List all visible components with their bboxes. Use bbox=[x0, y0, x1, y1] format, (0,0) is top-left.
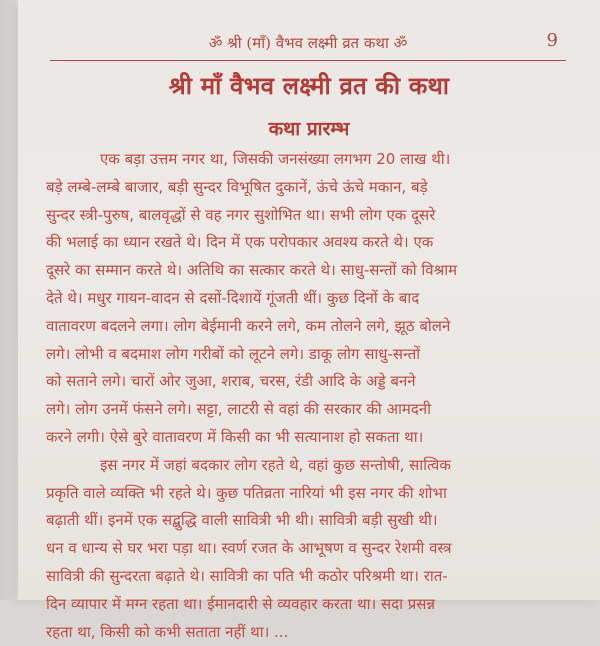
story-text-line: प्रकृति वाले व्यक्ति भी रहते थे। कुछ पतिव्रता नारियां भी इस नगर की शोभा bbox=[46, 483, 447, 502]
story-text-line: वातावरण बदलने लगा। लोग बेईमानी करने लगे, कम तोलने लगे, झूठ बोलने bbox=[46, 316, 451, 335]
story-title: श्री माँ वैभव लक्ष्मी व्रत की कथा bbox=[168, 72, 450, 100]
story-text-line: लगे। लोग उनमें फंसने लगे। सट्टा, लाटरी से वहां की सरकार की आमदनी bbox=[46, 400, 432, 419]
story-text-line: को सताने लगे। चारों ओर जुआ, शराब, चरस, रंडी आदि के अड्डे बनने bbox=[46, 372, 416, 391]
story-text-line: दिन व्यापार में मग्न रहता था। ईमानदारी से व्यवहार करता था। सदा प्रसन्न bbox=[46, 594, 435, 613]
story-body-text bbox=[46, 146, 588, 646]
story-text-line: एक बड़ा उत्तम नगर था, जिसकी जनसंख्या लगभग 20 लाख थी। bbox=[100, 150, 451, 168]
story-text-line: लगे। लोभी व बदमाश लोग गरीबों को लूटने लगे। डाकू लोग साधु-सन्तों bbox=[46, 344, 421, 363]
story-text-line: करने लगी। ऐसे बुरे वातावरण में किसी का भी सत्यानाश हो सकता था। bbox=[46, 427, 424, 446]
section-title: कथा प्रारम्भ bbox=[268, 118, 350, 140]
story-text-line: देते थे। मधुर गायन-वादन से दसों-दिशायें गूंजती थीं। कुछ दिनों के बाद bbox=[46, 288, 420, 307]
story-text-line: धन व धान्य से घर भरा पड़ा था। स्वर्ण रजत के आभूषण व सुन्दर रेशमी वस्त्र bbox=[46, 539, 452, 558]
running-header-text: ॐ श्री (माँ) वैभव लक्ष्मी व्रत कथा ॐ bbox=[208, 34, 408, 52]
story-text-line: रहता था, किसी को कभी सताता नहीं था। ... bbox=[46, 622, 289, 641]
story-text-line: बढ़ाती थीं। इनमें एक सद्बुद्धि वाली सावित्री भी थी। सावित्री बड़ी सुखी थी। bbox=[46, 511, 438, 530]
story-text-line: की भलाई का ध्यान रखते थे। दिन में एक परोपकार अवश्य करते थे। एक bbox=[46, 233, 434, 252]
story-text-line: इस नगर में जहां बदकार लोग रहते थे, वहां कुछ सन्तोषी, सात्विक bbox=[100, 455, 451, 474]
page-number: 9 bbox=[546, 30, 558, 51]
story-text-line: सुन्दर स्त्री-पुरुष, बालवृद्धों से वह नगर सुशोभित था। सभी लोग एक दूसरे bbox=[46, 205, 436, 224]
story-text-line: दूसरे का सम्मान करते थे। अतिथि का सत्कार करते थे। साधु-सन्तों को विश्राम bbox=[46, 261, 458, 280]
story-text-line: बड़े लम्बे-लम्बे बाजार, बड़ी सुन्दर विभूषित दुकानें, ऊंचे ऊंचे मकान, बड़े bbox=[46, 177, 428, 196]
story-text-line: सावित्री की सुन्दरता बढ़ाते थे। सावित्री का पति भी कठोर परिश्रमी था। रात- bbox=[46, 566, 448, 585]
book-page bbox=[18, 0, 600, 641]
running-header bbox=[50, 30, 566, 61]
